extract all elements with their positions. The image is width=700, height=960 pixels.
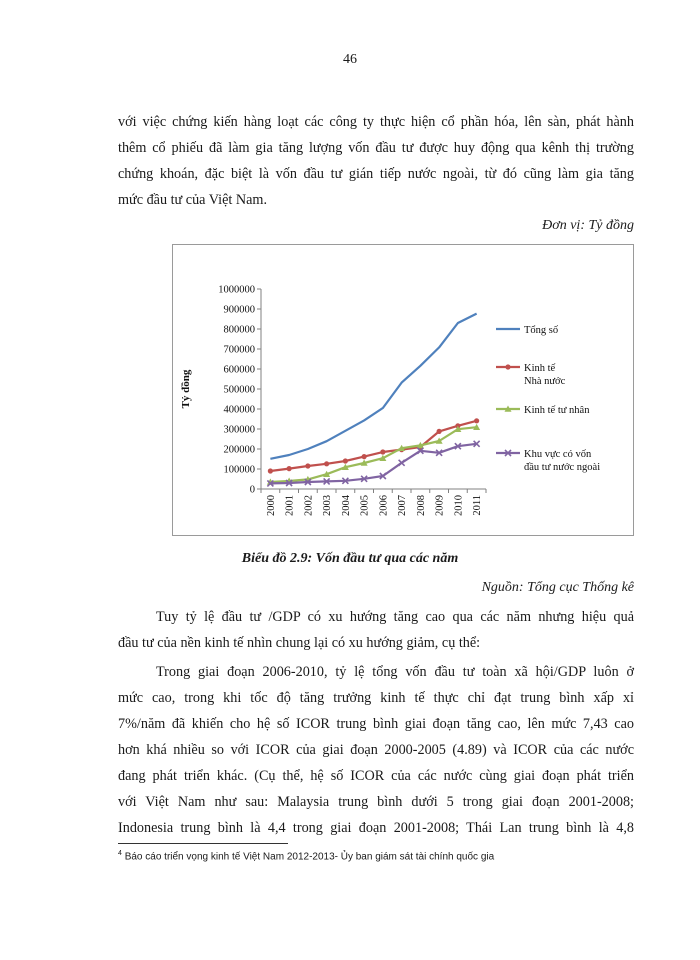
y-tick-label: 1000000: [218, 284, 255, 296]
legend-label: đầu tư nước ngoài: [524, 462, 601, 473]
x-tick-label: 2006: [378, 495, 390, 516]
data-point: [324, 461, 329, 466]
figure-caption: Biểu đồ 2.9: Vốn đầu tư qua các năm: [241, 551, 459, 566]
y-tick-label: 400000: [223, 404, 255, 416]
page-number: 46: [343, 52, 357, 67]
text-line: Tuy tỷ lệ đầu tư /GDP có xu hướng tăng cao qua các năm nhưng hiệu quả: [156, 609, 634, 625]
y-tick-label: 300000: [223, 424, 255, 436]
legend-marker: [505, 364, 510, 369]
footnote-divider: [118, 843, 288, 844]
y-tick-label: 700000: [223, 344, 255, 356]
series-line: [270, 421, 476, 471]
data-point: [343, 458, 348, 463]
y-tick-label: 600000: [223, 364, 255, 376]
legend-label: Tổng số: [524, 325, 559, 336]
text-line: thêm cổ phiếu đã làm gia tăng lượng vốn đầu tư được huy động qua kênh thị trường: [118, 140, 634, 156]
x-tick-label: 2005: [359, 495, 371, 516]
x-tick-label: 2011: [472, 495, 484, 516]
y-tick-label: 900000: [223, 304, 255, 316]
paragraph-intro: [118, 109, 634, 213]
footnote: [118, 850, 494, 862]
y-tick-label: 800000: [223, 324, 255, 336]
footnote-marker: 4: [118, 850, 122, 857]
data-point: [474, 418, 479, 423]
x-tick-label: 2008: [415, 495, 427, 516]
paragraph-efficiency: [118, 604, 634, 656]
data-point: [305, 463, 310, 468]
text-line: hơn khá nhiều so với ICOR của giai đoạn 2000-2005 (4.89) và ICOR của các nước: [118, 742, 634, 758]
footnote-text: Báo cáo triển vọng kinh tế Việt Nam 2012-2013- Ủy ban giám sát tài chính quốc gia: [124, 851, 495, 863]
y-tick-label: 100000: [223, 464, 255, 476]
source-label: Nguồn: Tổng cục Thống kê: [481, 580, 634, 595]
legend-label: Nhà nước: [524, 376, 566, 387]
text-line: mức cao, trong khi tốc độ tăng trưởng kinh tế thực chỉ đạt trung bình xấp xỉ: [118, 690, 634, 706]
x-tick-label: 2000: [265, 495, 277, 516]
text-line: với Việt Nam như sau: Malaysia trung bình dưới 5 trong giai đoạn 2001-2008;: [118, 794, 634, 810]
data-point: [287, 466, 292, 471]
legend-label: Khu vực có vốn: [524, 449, 592, 460]
y-axis-title: Tỷ đồng: [180, 369, 192, 409]
x-tick-label: 2009: [434, 495, 446, 516]
x-tick-label: 2010: [453, 495, 465, 516]
x-tick-label: 2004: [340, 495, 352, 516]
data-point: [362, 454, 367, 459]
legend-label: Kinh tế tư nhân: [524, 405, 590, 416]
text-line: đang phát triển khác. (Cụ thể, hệ số ICOR của các nước cùng giai đoạn phát triển: [118, 768, 634, 784]
y-tick-label: 500000: [223, 384, 255, 396]
chart-frame: [172, 244, 634, 536]
text-line: chứng khoán, đặc biệt là vốn đầu tư gián tiếp nước ngoài, từ đó cũng làm gia tăng: [118, 166, 634, 182]
x-tick-label: 2003: [322, 495, 334, 516]
x-tick-label: 2007: [397, 495, 409, 516]
text-line: với việc chứng kiến hàng loạt các công ty thực hiện cổ phần hóa, lên sàn, phát hành: [118, 114, 634, 130]
investment-line-chart: [173, 245, 633, 535]
x-tick-label: 2001: [284, 495, 296, 516]
data-point: [380, 449, 385, 454]
unit-label: Đơn vị: Tỷ đồng: [542, 218, 634, 233]
text-line: Indonesia trung bình là 4,4 trong giai đoạn 2001-2008; Thái Lan trung bình là 4,8: [118, 820, 634, 836]
series-line: [270, 444, 476, 484]
y-tick-label: 200000: [223, 444, 255, 456]
y-tick-label: 0: [249, 484, 255, 496]
text-line: đầu tư của nền kinh tế nhìn chung lại có xu hướng giảm, cụ thể:: [118, 635, 481, 651]
data-point: [399, 460, 405, 466]
data-point: [437, 429, 442, 434]
x-tick-label: 2002: [303, 495, 315, 516]
text-line: 7%/năm đã khiến cho hệ số ICOR trung bình giai đoạn tăng cao, lên mức 7,43 cao: [118, 716, 634, 732]
text-line: Trong giai đoạn 2006-2010, tỷ lệ tổng vốn đầu tư toàn xã hội/GDP luôn ở: [156, 664, 634, 680]
legend-label: Kinh tế: [524, 363, 556, 374]
paragraph-icor: [118, 659, 634, 841]
text-line: mức đầu tư của Việt Nam.: [118, 192, 268, 208]
data-point: [268, 468, 273, 473]
